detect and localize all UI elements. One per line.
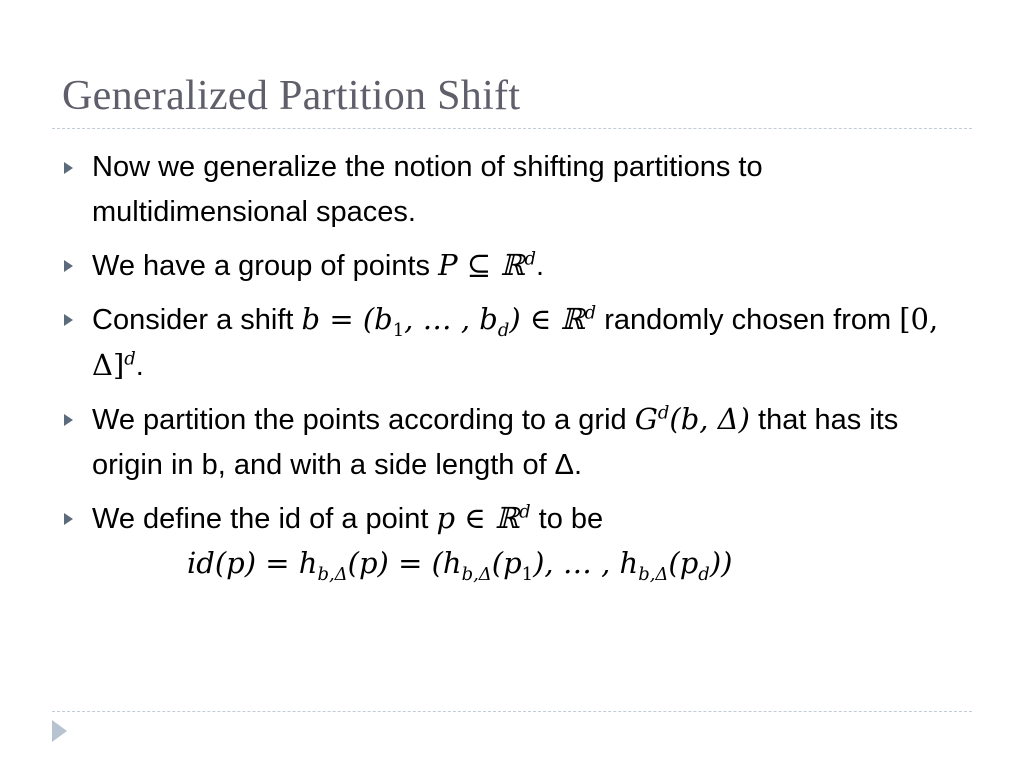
bullet-text: We partition the points according to a grid <box>92 404 635 436</box>
math-expression: (b, Δ) <box>669 402 750 436</box>
math-superscript: d <box>524 248 536 270</box>
math-expression: G <box>634 402 658 436</box>
math-expression: , … , b <box>404 302 498 336</box>
math-superscript: d <box>124 348 136 370</box>
bullet-arrow-icon <box>64 260 73 272</box>
bullet-text: Consider a shift <box>92 304 302 336</box>
equation-subscript: d <box>698 563 710 585</box>
bullet-arrow-icon <box>64 513 73 525</box>
math-superscript: d <box>584 302 597 324</box>
bullet-item-3 <box>64 297 964 389</box>
bullet-arrow-icon <box>64 414 73 426</box>
bullet-list <box>64 145 964 584</box>
bullet-item-4 <box>64 397 964 488</box>
math-superscript: d <box>519 501 531 523</box>
bullet-text: . <box>535 250 545 282</box>
slide-title: Generalized Partition Shift <box>62 73 521 119</box>
next-slide-arrow-icon[interactable] <box>52 720 67 742</box>
equation-part: (p) = (h <box>347 546 462 580</box>
bullet-item-2 <box>64 243 964 289</box>
footer-divider <box>52 711 972 712</box>
equation-part: (p <box>668 546 699 580</box>
math-subscript: 1 <box>392 319 405 341</box>
bullet-arrow-icon <box>64 314 73 326</box>
math-expression: ) ∈ ℝ <box>509 302 585 336</box>
equation-subscript: b,Δ <box>638 563 669 585</box>
equation-subscript: b,Δ <box>461 563 492 585</box>
equation-part: id(p) = h <box>187 546 318 580</box>
math-superscript: d <box>657 402 670 424</box>
bullet-text: to be <box>530 503 604 535</box>
bullet-text: Now we generalize the notion of shifting partitions to multidimensional spaces. <box>92 151 763 228</box>
bullet-arrow-icon <box>64 162 73 174</box>
bullet-text: that has its origin in b, and with a side length of Δ. <box>92 404 899 481</box>
equation-part: (p <box>491 546 522 580</box>
equation-part: ), … , h <box>533 546 639 580</box>
math-subscript: d <box>497 319 510 341</box>
equation-part: )) <box>709 546 733 580</box>
id-equation <box>92 542 964 584</box>
bullet-text: We have a group of points <box>92 250 439 282</box>
bullet-text: randomly chosen from <box>596 304 900 336</box>
bullet-item-1 <box>64 145 964 235</box>
equation-subscript: b,Δ <box>317 563 348 585</box>
math-expression: P ⊆ ℝ <box>438 248 525 282</box>
bullet-text: . <box>135 350 144 382</box>
math-expression: p ∈ ℝ <box>436 501 520 535</box>
equation-subscript: 1 <box>521 563 534 585</box>
math-expression: [0, Δ] <box>92 302 939 382</box>
bullet-text: We define the id of a point <box>92 503 437 535</box>
math-expression: b = (b <box>301 302 393 336</box>
bullet-item-5 <box>64 496 964 584</box>
title-divider <box>52 128 972 129</box>
